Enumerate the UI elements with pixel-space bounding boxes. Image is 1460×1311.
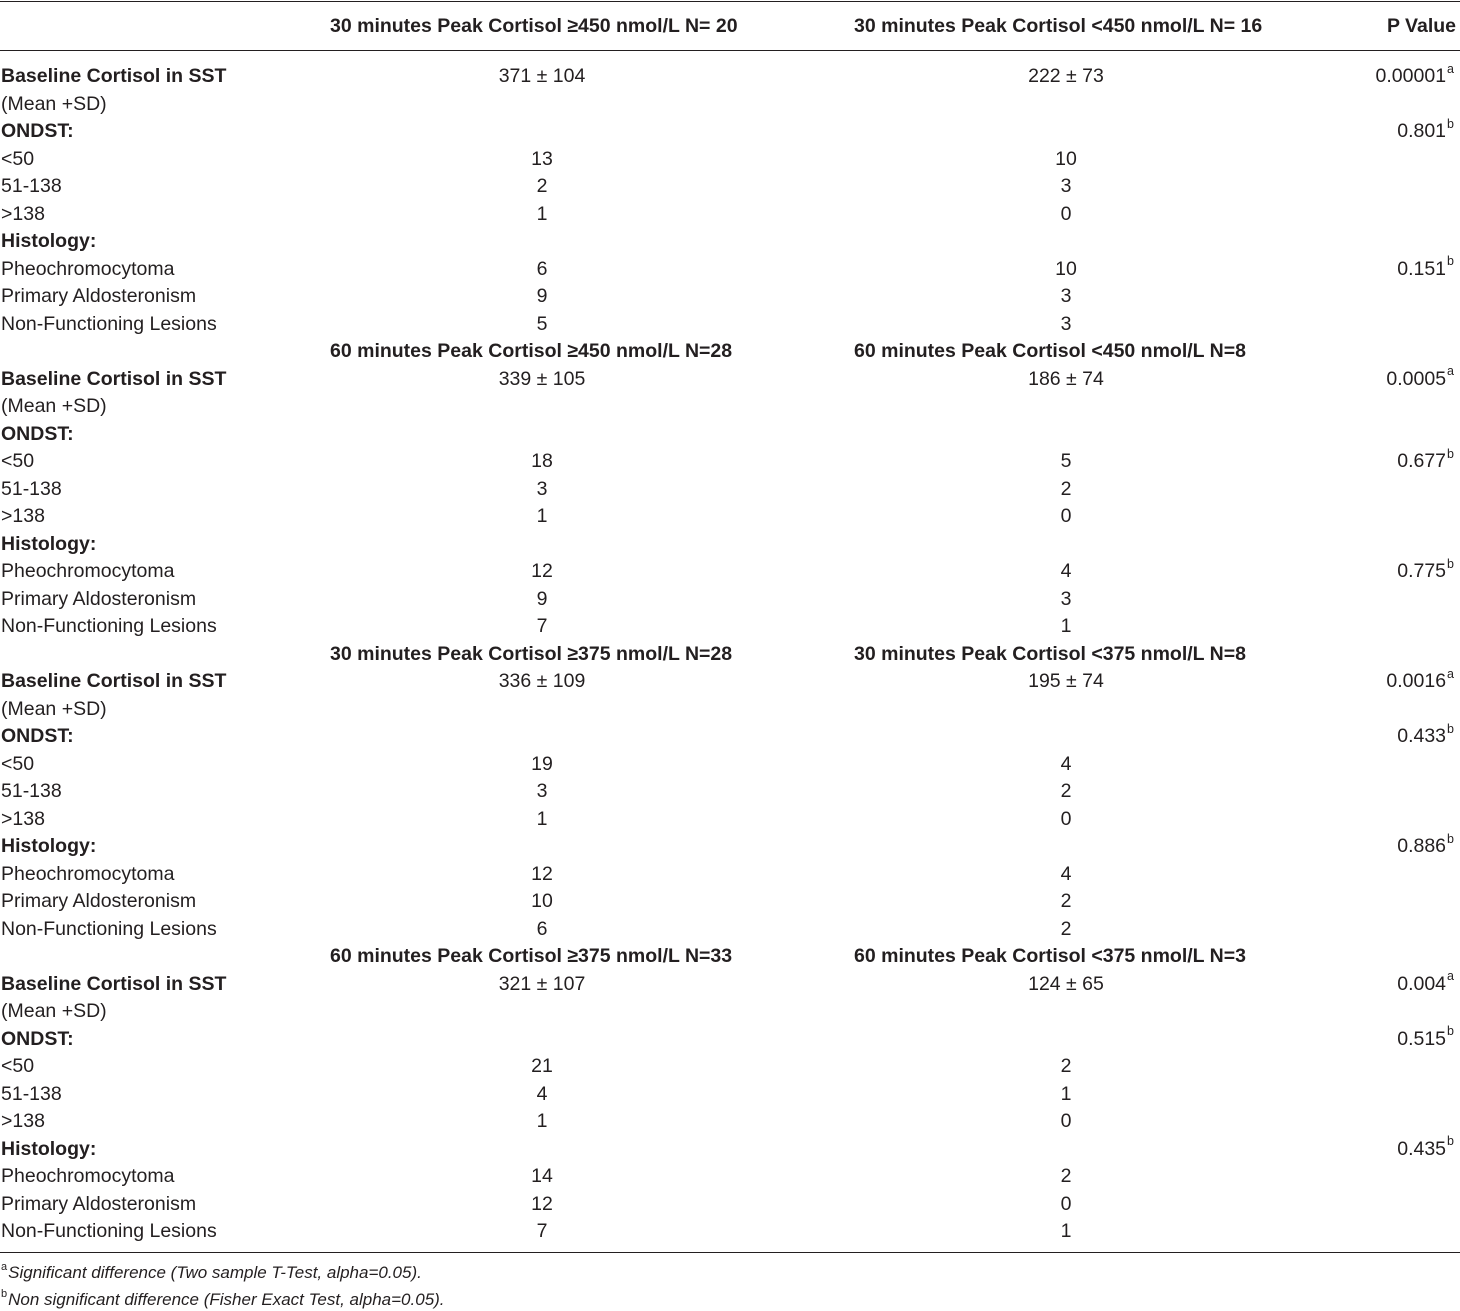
value-group-b: 2 bbox=[1060, 890, 1072, 912]
value-group-a: 9 bbox=[536, 285, 548, 307]
value-group-b: 2 bbox=[1060, 1055, 1072, 1077]
table-row bbox=[0, 971, 1460, 999]
value-group-a bbox=[330, 393, 754, 421]
value-group-b: 186 ± 74 bbox=[1028, 367, 1104, 390]
row-label: Baseline Cortisol in SST bbox=[1, 65, 227, 87]
value-group-a bbox=[330, 696, 754, 724]
row-label: 51-138 bbox=[1, 477, 62, 500]
table-row bbox=[0, 723, 1460, 751]
table-row bbox=[0, 503, 1460, 531]
table-row bbox=[0, 806, 1460, 834]
row-label: 51-138 bbox=[1, 1082, 62, 1105]
row-label: Primary Aldosteronism bbox=[1, 285, 197, 307]
table-row bbox=[0, 531, 1460, 559]
row-label: >138 bbox=[1, 807, 45, 830]
footnote-text: Significant difference (Two sample T-Test, alpha=0.05). bbox=[8, 1263, 422, 1282]
value-group-a: 1 bbox=[536, 202, 548, 225]
section-header-group-b: 60 minutes Peak Cortisol <450 nmol/L N=8 bbox=[854, 340, 1246, 362]
row-label: Primary Aldosteronism bbox=[1, 587, 197, 610]
value-group-a: 6 bbox=[536, 917, 548, 940]
p-value bbox=[1397, 556, 1454, 586]
table-top-rule bbox=[0, 1, 1460, 2]
header-bottom-rule bbox=[0, 50, 1460, 51]
row-label: Baseline Cortisol in SST bbox=[1, 670, 227, 692]
column-header-group-b: 30 minutes Peak Cortisol <450 nmol/L N= 16 bbox=[854, 15, 1263, 37]
row-label: Pheochromocytoma bbox=[1, 257, 175, 280]
row-label: Pheochromocytoma bbox=[1, 560, 175, 582]
value-group-b bbox=[854, 118, 1278, 146]
value-group-b bbox=[854, 723, 1278, 751]
value-group-b: 4 bbox=[1060, 560, 1072, 582]
p-value bbox=[1397, 721, 1454, 751]
value-group-b bbox=[854, 1136, 1278, 1164]
value-group-b: 124 ± 65 bbox=[1028, 972, 1104, 995]
p-value-marker: a bbox=[1447, 364, 1454, 378]
p-value-number: 0.00001 bbox=[1375, 65, 1447, 87]
p-value bbox=[1397, 1134, 1454, 1164]
value-group-b: 10 bbox=[1055, 147, 1077, 170]
table-row bbox=[0, 118, 1460, 146]
row-label: 51-138 bbox=[1, 780, 62, 802]
value-group-a: 321 ± 107 bbox=[498, 972, 586, 995]
row-label: ONDST: bbox=[1, 120, 74, 142]
value-group-a: 1 bbox=[536, 807, 548, 830]
row-label: Histology: bbox=[1, 835, 97, 857]
footnote-b bbox=[1, 1289, 445, 1311]
p-value bbox=[1386, 364, 1454, 394]
value-group-b: 3 bbox=[1060, 285, 1072, 307]
table-row bbox=[0, 888, 1460, 916]
section-header-group-b: 30 minutes Peak Cortisol <375 nmol/L N=8 bbox=[854, 642, 1246, 665]
value-group-b: 2 bbox=[1060, 917, 1072, 940]
section-header-group-a: 60 minutes Peak Cortisol ≥450 nmol/L N=28 bbox=[330, 340, 733, 362]
table-header-row bbox=[0, 13, 1460, 41]
p-value-marker: a bbox=[1447, 61, 1454, 76]
row-label: Pheochromocytoma bbox=[1, 862, 175, 885]
table-row bbox=[0, 998, 1460, 1026]
row-label: Non-Functioning Lesions bbox=[1, 1220, 217, 1242]
table-row bbox=[0, 476, 1460, 504]
value-group-a bbox=[330, 998, 754, 1026]
table-row bbox=[0, 696, 1460, 724]
table-row bbox=[0, 448, 1460, 476]
table-row bbox=[0, 228, 1460, 256]
table-row bbox=[0, 311, 1460, 339]
p-value-number: 0.775 bbox=[1397, 560, 1447, 582]
p-value bbox=[1397, 446, 1454, 476]
value-group-b: 3 bbox=[1060, 312, 1072, 335]
value-group-b: 2 bbox=[1060, 780, 1072, 802]
table-row bbox=[0, 1191, 1460, 1219]
value-group-b bbox=[854, 696, 1278, 724]
value-group-a: 1 bbox=[536, 505, 548, 527]
table-row bbox=[0, 1136, 1460, 1164]
value-group-a: 12 bbox=[531, 1192, 553, 1215]
table-row bbox=[0, 1218, 1460, 1246]
value-group-b: 10 bbox=[1055, 257, 1077, 280]
value-group-b: 222 ± 73 bbox=[1028, 65, 1104, 87]
value-group-a bbox=[330, 531, 754, 559]
p-value-marker: a bbox=[1447, 969, 1454, 983]
row-label: >138 bbox=[1, 202, 45, 225]
table-row bbox=[0, 916, 1460, 944]
value-group-b bbox=[854, 393, 1278, 421]
footnote-marker: a bbox=[1, 1261, 8, 1274]
value-group-a: 21 bbox=[531, 1055, 553, 1077]
table-row bbox=[0, 366, 1460, 394]
column-header-group-a: 30 minutes Peak Cortisol ≥450 nmol/L N= 20 bbox=[330, 15, 738, 37]
p-value-marker: b bbox=[1447, 721, 1454, 736]
p-value-number: 0.0016 bbox=[1386, 670, 1447, 692]
row-label: <50 bbox=[1, 147, 35, 170]
section-header-group-a: 60 minutes Peak Cortisol ≥375 nmol/L N=33 bbox=[330, 945, 733, 967]
value-group-a: 9 bbox=[536, 587, 548, 610]
row-label: 51-138 bbox=[1, 175, 62, 197]
value-group-a: 336 ± 109 bbox=[498, 670, 586, 692]
p-value-marker: b bbox=[1447, 1024, 1454, 1038]
value-group-b bbox=[854, 531, 1278, 559]
value-group-b: 0 bbox=[1060, 505, 1072, 527]
row-label: (Mean +SD) bbox=[1, 92, 107, 115]
table-row bbox=[0, 63, 1460, 91]
value-group-b: 1 bbox=[1060, 1082, 1072, 1105]
value-group-a: 12 bbox=[531, 862, 553, 885]
table-row bbox=[0, 1081, 1460, 1109]
value-group-b: 0 bbox=[1060, 1110, 1072, 1132]
table-row bbox=[0, 173, 1460, 201]
value-group-a bbox=[330, 91, 754, 119]
table-row bbox=[0, 778, 1460, 806]
footnote-a bbox=[1, 1262, 422, 1284]
p-value bbox=[1397, 116, 1454, 146]
section-header-row bbox=[0, 641, 1460, 669]
value-group-a: 10 bbox=[531, 890, 553, 912]
row-label: Histology: bbox=[1, 1137, 97, 1160]
value-group-b: 1 bbox=[1060, 1220, 1072, 1242]
p-value-marker: a bbox=[1447, 666, 1454, 681]
value-group-a: 7 bbox=[536, 1220, 548, 1242]
value-group-a bbox=[330, 228, 754, 256]
row-label: Histology: bbox=[1, 230, 97, 252]
row-label: <50 bbox=[1, 1055, 35, 1077]
value-group-a: 5 bbox=[536, 312, 548, 335]
p-value bbox=[1397, 831, 1454, 861]
footnote-text: Non significant difference (Fisher Exact Test, alpha=0.05). bbox=[8, 1290, 445, 1309]
section-header-row bbox=[0, 338, 1460, 366]
value-group-a: 12 bbox=[531, 560, 553, 582]
p-value bbox=[1397, 254, 1454, 284]
value-group-b: 0 bbox=[1060, 807, 1072, 830]
row-label: Primary Aldosteronism bbox=[1, 1192, 197, 1215]
value-group-a bbox=[330, 421, 754, 449]
table-row bbox=[0, 283, 1460, 311]
table-row bbox=[0, 393, 1460, 421]
p-value-number: 0.151 bbox=[1397, 257, 1447, 280]
row-label: (Mean +SD) bbox=[1, 1000, 107, 1022]
row-label: (Mean +SD) bbox=[1, 395, 107, 417]
p-value-number: 0.433 bbox=[1397, 725, 1447, 747]
table-row bbox=[0, 1108, 1460, 1136]
value-group-b: 2 bbox=[1060, 1165, 1072, 1187]
p-value-number: 0.004 bbox=[1397, 972, 1447, 995]
table-row bbox=[0, 1026, 1460, 1054]
table-row bbox=[0, 668, 1460, 696]
value-group-a: 2 bbox=[536, 175, 548, 197]
table-row bbox=[0, 421, 1460, 449]
p-value-marker: b bbox=[1447, 446, 1454, 461]
p-value-marker: b bbox=[1447, 116, 1454, 131]
row-label: ONDST: bbox=[1, 422, 74, 445]
section-header-group-a: 30 minutes Peak Cortisol ≥375 nmol/L N=28 bbox=[330, 642, 733, 665]
value-group-b: 3 bbox=[1060, 175, 1072, 197]
footnote-marker: b bbox=[1, 1288, 8, 1301]
row-label: Histology: bbox=[1, 532, 97, 555]
row-label: Baseline Cortisol in SST bbox=[1, 972, 227, 995]
p-value-number: 0.515 bbox=[1397, 1027, 1447, 1050]
value-group-b: 0 bbox=[1060, 1192, 1072, 1215]
p-value-number: 0.435 bbox=[1397, 1137, 1447, 1160]
value-group-a: 1 bbox=[536, 1110, 548, 1132]
p-value bbox=[1397, 1024, 1454, 1054]
row-label: ONDST: bbox=[1, 725, 74, 747]
value-group-b bbox=[854, 421, 1278, 449]
value-group-b bbox=[854, 1026, 1278, 1054]
row-label: (Mean +SD) bbox=[1, 697, 107, 720]
p-value-number: 0.801 bbox=[1397, 120, 1447, 142]
p-value-marker: b bbox=[1447, 556, 1454, 571]
value-group-a: 19 bbox=[531, 752, 553, 775]
value-group-a bbox=[330, 723, 754, 751]
value-group-b: 5 bbox=[1060, 450, 1072, 472]
row-label: Baseline Cortisol in SST bbox=[1, 367, 227, 390]
p-value-marker: b bbox=[1447, 1134, 1454, 1148]
table-row bbox=[0, 751, 1460, 779]
p-value-marker: b bbox=[1447, 254, 1454, 268]
value-group-a: 3 bbox=[536, 477, 548, 500]
p-value-number: 0.0005 bbox=[1386, 367, 1447, 390]
row-label: Non-Functioning Lesions bbox=[1, 312, 217, 335]
p-value bbox=[1386, 666, 1454, 696]
column-header-p-value: P Value bbox=[1386, 15, 1456, 37]
value-group-b: 4 bbox=[1060, 752, 1072, 775]
value-group-b: 0 bbox=[1060, 202, 1072, 225]
table-row bbox=[0, 833, 1460, 861]
table-row bbox=[0, 201, 1460, 229]
p-value bbox=[1375, 61, 1454, 91]
p-value-number: 0.886 bbox=[1397, 835, 1447, 857]
row-label: Primary Aldosteronism bbox=[1, 890, 197, 912]
value-group-b: 3 bbox=[1060, 587, 1072, 610]
value-group-a: 6 bbox=[536, 257, 548, 280]
table-row bbox=[0, 861, 1460, 889]
value-group-a bbox=[330, 118, 754, 146]
value-group-b: 4 bbox=[1060, 862, 1072, 885]
value-group-a: 7 bbox=[536, 615, 548, 637]
value-group-b bbox=[854, 833, 1278, 861]
table-row bbox=[0, 1163, 1460, 1191]
value-group-a: 4 bbox=[536, 1082, 548, 1105]
value-group-b bbox=[854, 228, 1278, 256]
value-group-a bbox=[330, 1136, 754, 1164]
table-row bbox=[0, 91, 1460, 119]
p-value bbox=[1397, 969, 1454, 999]
table-row bbox=[0, 613, 1460, 641]
section-header-row bbox=[0, 943, 1460, 971]
table-row bbox=[0, 558, 1460, 586]
row-label: Pheochromocytoma bbox=[1, 1165, 175, 1187]
table-bottom-rule bbox=[0, 1252, 1460, 1253]
value-group-a bbox=[330, 1026, 754, 1054]
table-row bbox=[0, 1053, 1460, 1081]
table-row bbox=[0, 256, 1460, 284]
value-group-b: 195 ± 74 bbox=[1028, 670, 1104, 692]
p-value-number: 0.677 bbox=[1397, 450, 1447, 472]
value-group-a bbox=[330, 833, 754, 861]
value-group-b: 1 bbox=[1060, 615, 1072, 637]
section-header-group-b: 60 minutes Peak Cortisol <375 nmol/L N=3 bbox=[854, 945, 1246, 967]
row-label: >138 bbox=[1, 505, 45, 527]
table-row bbox=[0, 146, 1460, 174]
row-label: ONDST: bbox=[1, 1027, 74, 1050]
value-group-a: 18 bbox=[531, 450, 553, 472]
row-label: <50 bbox=[1, 752, 35, 775]
value-group-a: 3 bbox=[536, 780, 548, 802]
row-label: >138 bbox=[1, 1110, 45, 1132]
table-row bbox=[0, 586, 1460, 614]
value-group-a: 14 bbox=[531, 1165, 553, 1187]
value-group-b bbox=[854, 998, 1278, 1026]
row-label: Non-Functioning Lesions bbox=[1, 615, 217, 637]
row-label: Non-Functioning Lesions bbox=[1, 917, 217, 940]
value-group-a: 339 ± 105 bbox=[498, 367, 586, 390]
value-group-b bbox=[854, 91, 1278, 119]
value-group-a: 13 bbox=[531, 147, 553, 170]
value-group-b: 2 bbox=[1060, 477, 1072, 500]
p-value-marker: b bbox=[1447, 831, 1454, 846]
value-group-a: 371 ± 104 bbox=[498, 65, 586, 87]
row-label: <50 bbox=[1, 450, 35, 472]
